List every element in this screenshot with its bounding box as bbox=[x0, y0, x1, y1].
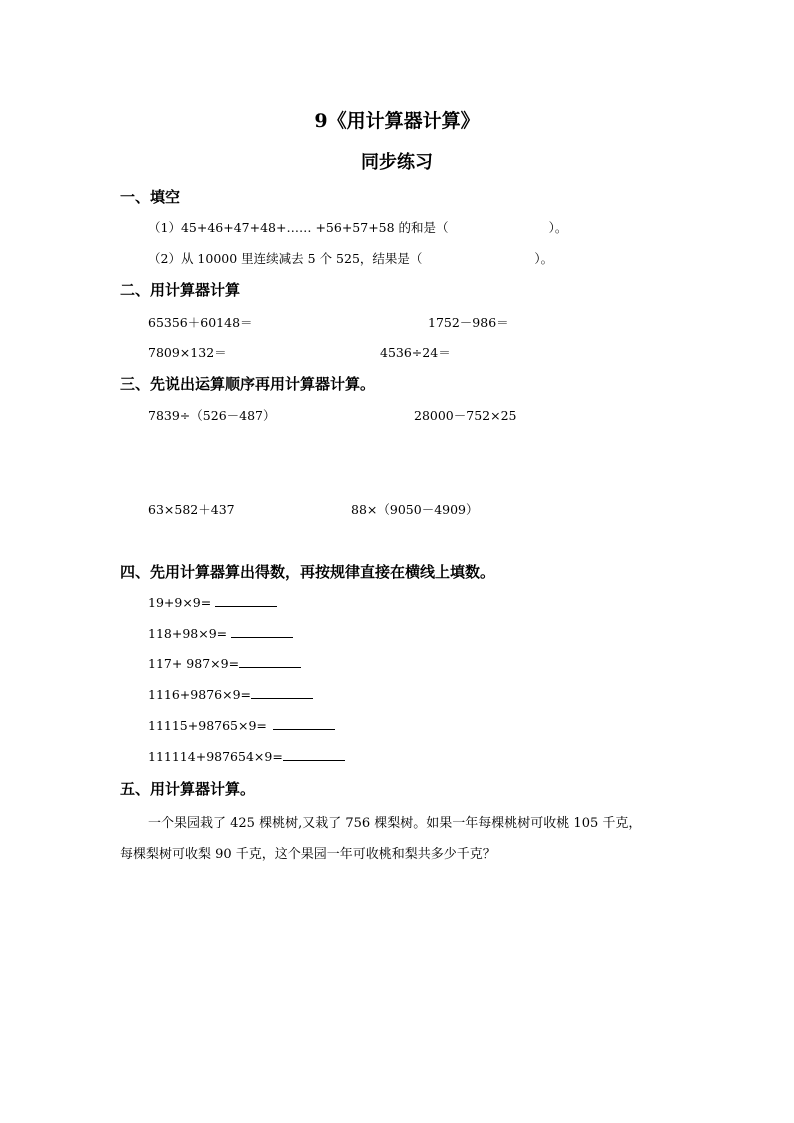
pattern-expression: 19+9×9= bbox=[148, 595, 212, 610]
pattern-item bbox=[148, 749, 345, 764]
calc-item: 4536÷24＝ bbox=[380, 345, 451, 360]
page-subtitle: 同步练习 bbox=[361, 152, 433, 173]
answer-line[interactable] bbox=[239, 656, 301, 668]
pattern-expression: 1116+9876×9= bbox=[148, 687, 251, 702]
word-problem-line-1: 一个果园栽了 425 棵桃树,又栽了 756 棵梨树。如果一年每棵桃树可收桃 105 千克， bbox=[148, 816, 642, 831]
pattern-item bbox=[148, 595, 277, 610]
answer-line[interactable] bbox=[215, 595, 277, 607]
section-4-heading: 四、先用计算器算出得数，再按规律直接在横线上填数。 bbox=[120, 563, 496, 581]
order-item: 28000－752×25 bbox=[414, 408, 517, 423]
order-item: 63×582＋437 bbox=[148, 502, 235, 517]
fill-question-2-close: ）。 bbox=[534, 251, 554, 266]
word-problem-line-2: 每棵梨树可收梨 90 千克，这个果园一年可收桃和梨共多少千克？ bbox=[120, 847, 496, 862]
section-3-heading: 三、先说出运算顺序再用计算器计算。 bbox=[120, 375, 376, 393]
pattern-expression: 117+ 987×9= bbox=[148, 656, 240, 671]
fill-question-1 bbox=[148, 218, 567, 236]
answer-line[interactable] bbox=[251, 687, 313, 699]
answer-line[interactable] bbox=[231, 626, 293, 638]
pattern-item bbox=[148, 687, 313, 702]
fill-question-1-text: （1）45+46+47+48+…… +56+57+58 的和是（ bbox=[148, 220, 449, 235]
order-item: 88×（9050－4909） bbox=[351, 502, 479, 517]
calc-item: 1752－986＝ bbox=[428, 315, 509, 330]
page-title: 9《用计算器计算》 bbox=[314, 110, 480, 132]
fill-question-2-text: （2）从 10000 里连续减去 5 个 525，结果是（ bbox=[148, 251, 423, 266]
pattern-expression: 11115+98765×9= bbox=[148, 718, 267, 733]
pattern-expression: 118+98×9= bbox=[148, 626, 228, 641]
section-1-heading: 一、填空 bbox=[120, 188, 181, 206]
order-item: 7839÷（526－487） bbox=[148, 408, 276, 423]
answer-line[interactable] bbox=[273, 718, 335, 730]
calc-item: 7809×132＝ bbox=[148, 345, 227, 360]
section-2-heading: 二、用计算器计算 bbox=[120, 281, 241, 299]
pattern-expression: 111114+987654×9= bbox=[148, 749, 283, 764]
answer-line[interactable] bbox=[283, 749, 345, 761]
pattern-item bbox=[148, 656, 301, 671]
calc-item: 65356＋60148＝ bbox=[148, 315, 253, 330]
pattern-item bbox=[148, 718, 335, 733]
fill-question-1-close: ）。 bbox=[548, 220, 568, 235]
section-5-heading: 五、用计算器计算。 bbox=[120, 780, 256, 798]
pattern-item bbox=[148, 626, 293, 641]
fill-question-2 bbox=[148, 249, 553, 267]
